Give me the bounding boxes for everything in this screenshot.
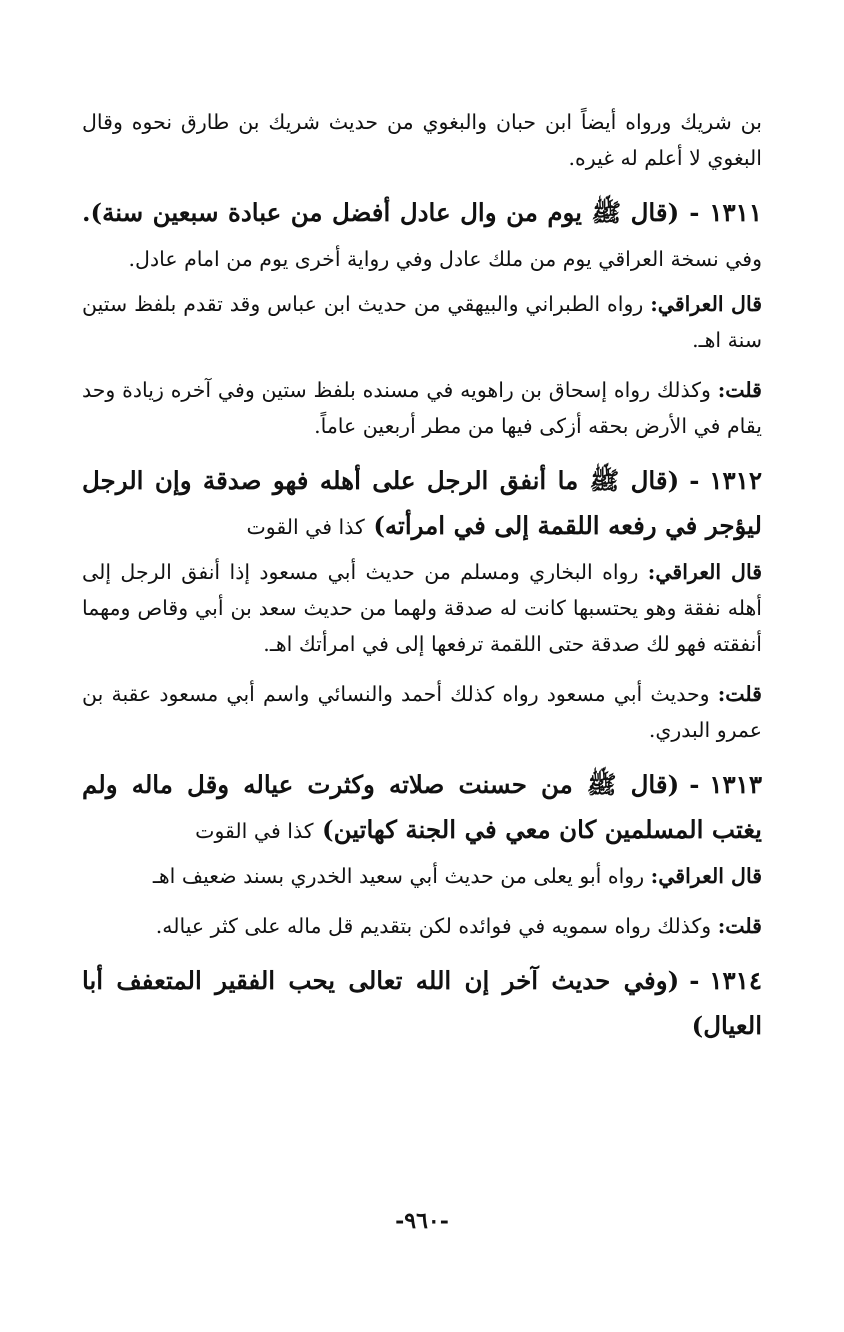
hadith-number: ١٣١٤ [709,966,762,995]
hadith-text: (قال ﷺ من حسنت صلاته وكثرت عياله وقل ماله ولم يغتب المسلمين كان معي في الجنة كهاتين) [82,770,762,844]
comment-text: وحديث أبي مسعود رواه كذلك أحمد والنسائي واسم أبي مسعود عقبة بن عمرو البدري. [82,682,762,742]
hadith-note: كذا في القوت [195,819,314,843]
hadith-1311: ١٣١١-(قال ﷺ يوم من وال عادل أفضل من عبادة سبعين سنة). وفي نسخة العراقي يوم من ملك عادل وفي رواية أخرى يوم من امام عادل. [82,198,762,271]
paragraph-intro [82,104,762,176]
hadith-note: وفي نسخة العراقي يوم من ملك عادل وفي رواية أخرى يوم من امام عادل. [128,247,762,271]
hadith-number: ١٣١٢ [709,466,762,495]
hadith-number: ١٣١٣ [709,770,762,799]
comment-text: رواه أبو يعلى من حديث أبي سعيد الخدري بسند ضعيف اهـ [152,864,645,888]
comment-iraqi-1312 [82,554,762,662]
comment-qultu-1312 [82,676,762,748]
hadith-number: ١٣١١ [709,198,762,227]
comment-iraqi-1313 [82,858,762,894]
comment-lead: قلت: [717,378,762,402]
hadith-note: كذا في القوت [246,515,365,539]
comment-text: وكذلك رواه سمويه في فوائده لكن بتقديم قل ماله على كثر عياله. [155,914,712,938]
hadith-text: (قال ﷺ يوم من وال عادل أفضل من عبادة سبعين سنة). [82,198,680,227]
comment-qultu-1313 [82,908,762,944]
hadith-1313: ١٣١٣-(قال ﷺ من حسنت صلاته وكثرت عياله وقل ماله ولم يغتب المسلمين كان معي في الجنة كهاتين) كذا في القوت [82,770,762,844]
hadith-1314: ١٣١٤-(وفي حديث آخر إن الله تعالى يحب الفقير المتعفف أبا العيال) [82,966,762,1040]
comment-text: رواه الطبراني والبيهقي من حديث ابن عباس وقد تقدم بلفظ ستين سنة اهـ. [82,292,762,352]
comment-iraqi-1311 [82,286,762,358]
comment-qultu-1311 [82,372,762,444]
comment-text: رواه البخاري ومسلم من حديث أبي مسعود إذا أنفق الرجل إلى أهله نفقة وهو يحتسبها كانت له صدقة ولهما من حديث سعد بن أبي وقاص ومهما أنفقته فهو لك صدقة حتى اللقمة ترفعها إلى في امرأتك اهـ. [82,560,762,656]
page-number: -٩٦٠- [395,1208,449,1234]
comment-text: وكذلك رواه إسحاق بن راهويه في مسنده بلفظ ستين وفي آخره زيادة وحد يقام في الأرض بحقه أزكى فيها من مطر أربعين عاماً. [82,378,762,438]
paragraph-text: بن شريك ورواه أيضاً ابن حبان والبغوي من حديث شريك بن طارق نحوه وقال البغوي لا أعلم له غيره. [82,110,762,170]
hadith-text: (قال ﷺ ما أنفق الرجل على أهله فهو صدقة وإن الرجل ليؤجر في رفعه اللقمة إلى في امرأته) [82,466,762,540]
hadith-text: (وفي حديث آخر إن الله تعالى يحب الفقير المتعفف أبا العيال) [82,966,762,1040]
comment-lead: قلت: [717,914,762,938]
comment-lead: قال العراقي: [647,560,762,584]
hadith-1312: ١٣١٢-(قال ﷺ ما أنفق الرجل على أهله فهو صدقة وإن الرجل ليؤجر في رفعه اللقمة إلى في امرأته) كذا في القوت [82,466,762,540]
comment-lead: قلت: [717,682,762,706]
comment-lead: قال العراقي: [650,864,762,888]
comment-lead: قال العراقي: [650,292,762,316]
